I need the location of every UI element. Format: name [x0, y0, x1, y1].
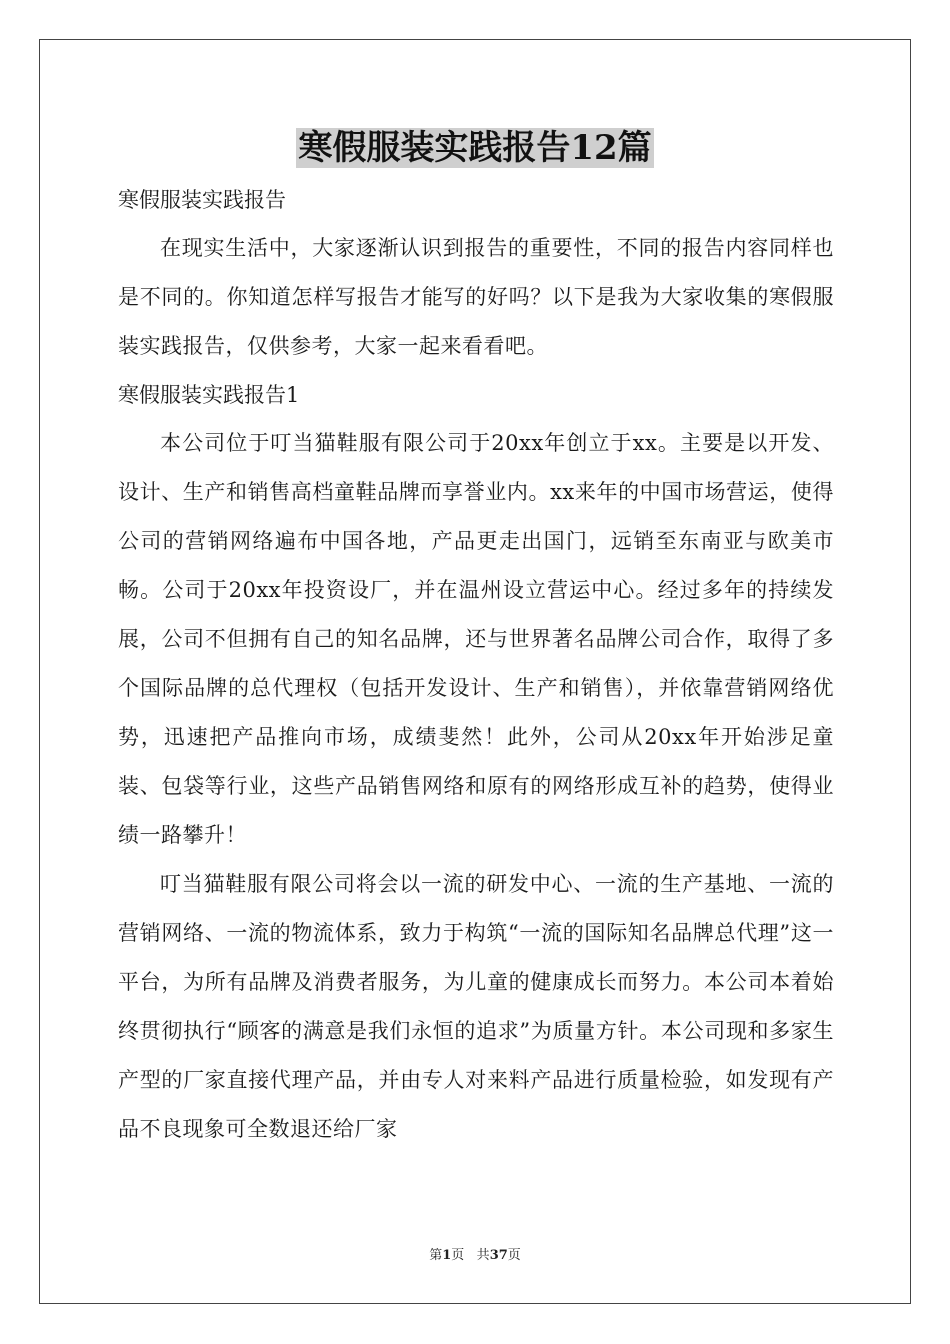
- body-paragraph-1: 本公司位于叮当猫鞋服有限公司于20xx年创立于xx。主要是以开发、设计、生产和销售高档童鞋品牌而享誉业内。xx来年的中国市场营运，使得公司的营销网络遍布中国各地，产品更走出国门，远销至东南亚与欧美市畅。公司于20xx年投资设厂，并在温州设立营运中心。经过多年的持续发展，公司不但拥有自己的知名品牌，还与世界著名品牌公司合作，取得了多个国际品牌的总代理权（包括开发设计、生产和销售），并依靠营销网络优势，迅速把产品推向市场，成绩斐然！此外，公司从20xx年开始涉足童装、包袋等行业，这些产品销售网络和原有的网络形成互补的趋势，使得业绩一路攀升！: [118, 431, 834, 847]
- document-title-text: 寒假服装实践报告12篇: [298, 128, 652, 168]
- total-pages: 37: [489, 1248, 508, 1263]
- total-suffix: 页: [507, 1248, 521, 1263]
- page-suffix: 页: [451, 1248, 465, 1263]
- document-title: [0, 124, 950, 172]
- intro-paragraph: 在现实生活中，大家逐渐认识到报告的重要性，不同的报告内容同样也是不同的。你知道怎样写报告才能写的好吗？以下是我为大家收集的寒假服装实践报告，仅供参考，大家一起来看看吧。: [118, 236, 834, 358]
- total-prefix: 共: [476, 1248, 490, 1263]
- document-subtitle: 寒假服装实践报告: [118, 188, 286, 212]
- body-paragraph-2: 叮当猫鞋服有限公司将会以一流的研发中心、一流的生产基地、一流的营销网络、一流的物流体系，致力于构筑“一流的国际知名品牌总代理”这一平台，为所有品牌及消费者服务，为儿童的健康成长而努力。本公司本着始终贯彻执行“顾客的满意是我们永恒的追求”为质量方针。本公司现和多家生产型的厂家直接代理产品，并由专人对来料产品进行质量检验，如发现有产品不良现象可全数退还给厂家: [118, 872, 834, 1141]
- page-prefix: 第: [429, 1248, 443, 1263]
- document-body: [118, 176, 834, 1154]
- page-number: 1: [442, 1248, 452, 1263]
- section-heading: 寒假服装实践报告1: [118, 383, 300, 407]
- page-footer: [0, 1244, 950, 1263]
